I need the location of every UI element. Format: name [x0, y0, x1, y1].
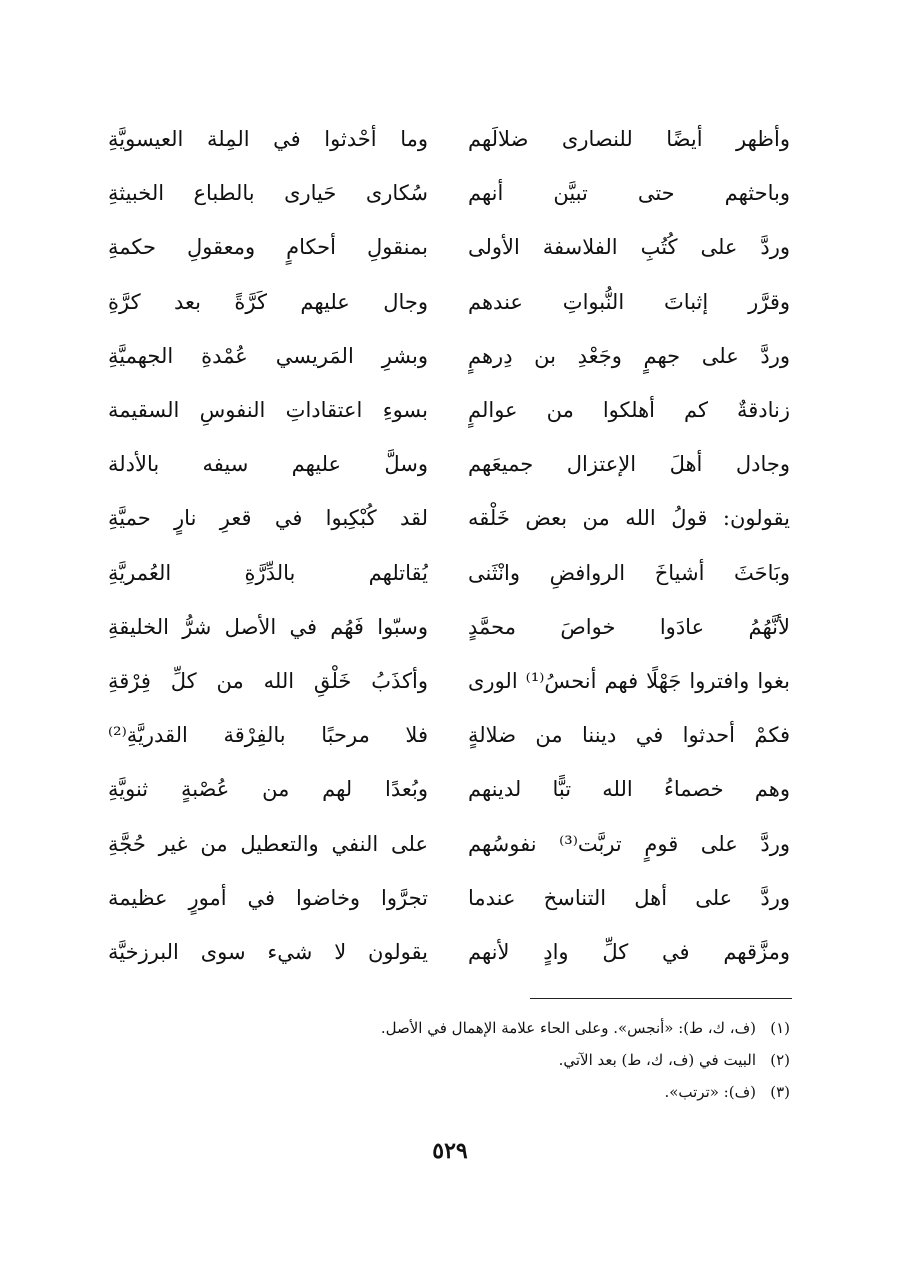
verse-second-hemistich: وجال عليهم كَرَّةً بعد كرَّةِ	[108, 289, 428, 314]
footnote-number: (٢)	[770, 1051, 790, 1069]
verse-second-hemistich: يُقاتلهم بالدِّرَّةِ العُمريَّةِ	[108, 560, 428, 585]
footnote-text: (ف، ك، ط): «أنجس». وعلى الحاء علامة الإهمال في الأصل.	[380, 1019, 756, 1037]
verse-line	[0, 925, 900, 979]
verse-second-hemistich: وأكذَبُ خَلْقِ الله من كلِّ فِرْقةِ	[108, 669, 428, 693]
verse-line	[0, 275, 900, 329]
verse-second-hemistich: وما أحْدثوا في المِلة العيسويَّةِ	[108, 127, 428, 151]
verse-first-hemistich: ومزَّقهم في كلِّ وادٍ لأنهم	[468, 940, 790, 964]
verse-line	[0, 762, 900, 816]
verse-second-hemistich: وبشرِ المَريسي عُمْدةِ الجهميَّةِ	[108, 343, 428, 368]
footnote-text: (ف): «ترتب».	[664, 1083, 756, 1101]
verse-line	[0, 871, 900, 925]
verse-line	[0, 654, 900, 708]
verse-line	[0, 437, 900, 491]
verse-first-hemistich: يقولون: قولُ الله من بعض خَلْقه	[468, 506, 790, 531]
verse-first-hemistich: وردَّ على كُتُبِ الفلاسفة الأولى	[468, 235, 790, 260]
verse-first-hemistich: زنادقةٌ كم أهلكوا من عوالمٍ	[468, 398, 790, 422]
verse-line	[0, 166, 900, 220]
footnote-number: (٣)	[770, 1083, 790, 1101]
footnote-separator	[530, 998, 792, 999]
verse-second-hemistich: يقولون لا شيء سوى البرزخيَّة	[108, 940, 428, 964]
verse-second-hemistich: بسوءِ اعتقاداتِ النفوسِ السقيمة	[108, 398, 428, 422]
verse-line	[0, 383, 900, 437]
verse-line	[0, 220, 900, 274]
verse-second-hemistich: وسلَّ عليهم سيفه بالأدلة	[108, 452, 428, 477]
verse-first-hemistich: وجادل أهلَ الإعتزال جميعَهم	[468, 452, 790, 477]
footnote-number: (١)	[770, 1019, 790, 1037]
verse-line	[0, 708, 900, 762]
verse-second-hemistich: تجرَّوا وخاضوا في أمورٍ عظيمة	[108, 885, 428, 910]
verse-line	[0, 600, 900, 654]
page-number: ٥٢٩	[432, 1138, 468, 1164]
footnote	[100, 1012, 790, 1044]
verse-first-hemistich: وبَاحَثَ أشياخَ الروافضِ وانْثَنى	[468, 560, 790, 585]
footnote-text: البيت في (ف، ك، ط) بعد الآتي.	[558, 1051, 756, 1069]
verse-first-hemistich: وقرَّر إثباتَ النُّبواتِ عندهم	[468, 289, 790, 314]
verse-second-hemistich: سُكارى حَيارى بالطباع الخبيثةِ	[108, 181, 428, 206]
verse-line	[0, 112, 900, 166]
verse-first-hemistich: لأنَّهُمُ عادَوا خواصَ محمَّدٍ	[468, 614, 790, 639]
verse-line	[0, 329, 900, 383]
verse-second-hemistich: لقد كُبْكِبوا في قعرِ نارٍ حميَّةِ	[108, 506, 428, 531]
verse-line	[0, 491, 900, 545]
verse-second-hemistich: فلا مرحبًا بالفِرْقة القدريَّةِ⁽²⁾	[108, 723, 428, 748]
verse-first-hemistich: بغوا وافتروا جَهْلًا فهم أنحسُ⁽¹⁾ الورى	[468, 669, 790, 693]
verse-first-hemistich: وهم خصماءُ الله تبًّا لدينهم	[468, 777, 790, 802]
verse-first-hemistich: وردَّ على أهل التناسخ عندما	[468, 885, 790, 910]
verse-first-hemistich: وأظهر أيضًا للنصارى ضلالَهم	[468, 127, 790, 151]
footnote	[100, 1076, 790, 1108]
verse-second-hemistich: وبُعدًا لهم من عُصْبةٍ ثنويَّةِ	[108, 777, 428, 802]
verse-first-hemistich: وباحثهم حتى تبيَّن أنهم	[468, 181, 790, 206]
verse-first-hemistich: وردَّ على جهمٍ وجَعْدِ بن دِرهمٍ	[468, 343, 790, 368]
verse-first-hemistich: فكمْ أحدثوا في ديننا من ضلالةٍ	[468, 723, 790, 748]
verse-second-hemistich: على النفي والتعطيل من غير حُجَّةِ	[108, 831, 428, 856]
verse-line	[0, 546, 900, 600]
verse-first-hemistich: وردَّ على قومٍ تربَّت⁽³⁾ نفوسُهم	[468, 831, 790, 856]
footnote	[100, 1044, 790, 1076]
verse-line	[0, 817, 900, 871]
verse-second-hemistich: وسبّوا فَهُم في الأصل شرُّ الخليقةِ	[108, 614, 428, 639]
footnotes	[100, 1012, 790, 1108]
verse-second-hemistich: بمنقولِ أحكامٍ ومعقولِ حكمةِ	[108, 235, 428, 260]
